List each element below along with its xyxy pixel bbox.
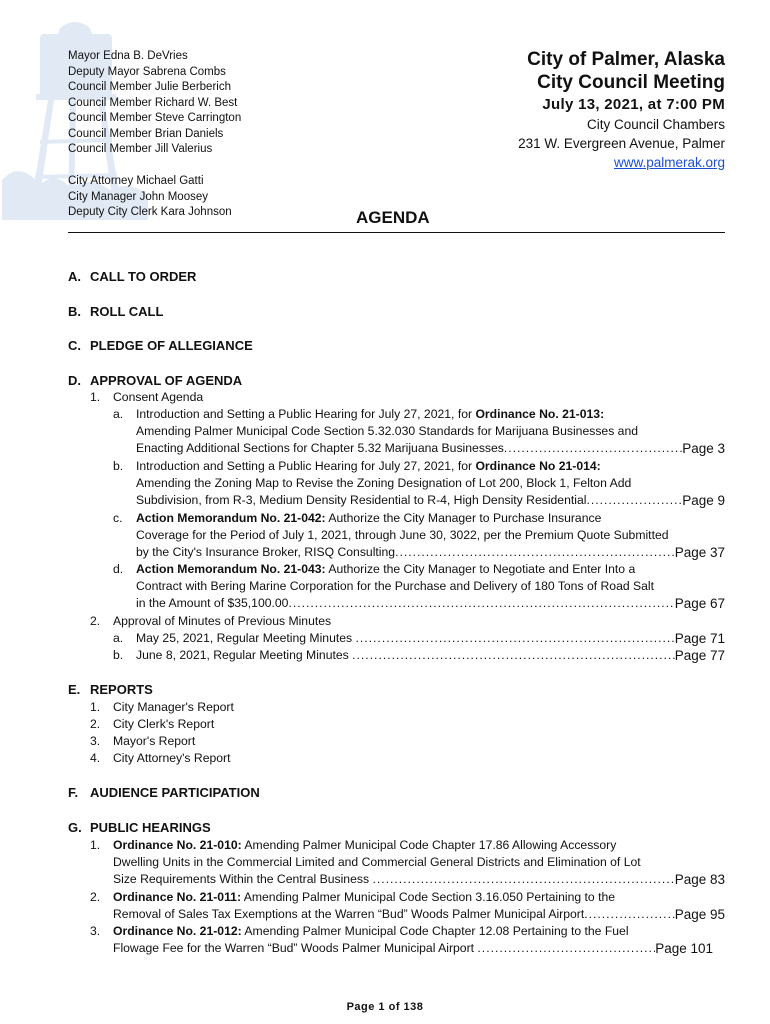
city-staff [68,174,232,221]
item-label: City Manager's Report [113,700,234,714]
section-title: AUDIENCE PARTICIPATION [90,785,260,800]
item-line [136,458,725,475]
staff-member: City Attorney Michael Gatti [68,175,204,187]
council-member: Council Member Julie Berberich [68,81,231,93]
ordinance-number: Ordinance No. 21-010: [113,838,242,852]
council-member: Council Member Steve Carrington [68,112,242,124]
memorandum-number: Action Memorandum No. 21-043: [136,562,326,576]
section-title: PLEDGE OF ALLEGIANCE [90,338,253,353]
item-body [113,923,713,957]
item-number: 2. [90,717,101,731]
section-reports [68,682,153,697]
ordinance-number: Ordinance No. 21-012: [113,924,242,938]
item-intro: Introduction and Setting a Public Hearing for July 27, 2021, for [136,407,476,421]
council-member: Council Member Jill Valerius [68,143,213,155]
item-label: City Attorney's Report [113,751,231,765]
council-member: Mayor Edna B. DeVries [68,50,188,62]
item-line-with-page [136,595,725,612]
item-line [113,889,725,906]
page-reference: Page 77 [674,648,725,663]
section-letter: C. [68,338,81,353]
meeting-header [518,48,725,172]
item-line [136,406,725,423]
item-number: 1. [90,700,101,714]
section-letter: G. [68,820,82,835]
page-reference: Page 95 [674,907,725,922]
item-line-with-page [136,440,725,457]
staff-member: City Manager John Moosey [68,190,208,203]
item-text: June 8, 2021, Regular Meeting Minutes [136,648,349,662]
section-title: CALL TO ORDER [90,269,197,284]
dot-leader [288,595,674,612]
page-reference: Page 71 [674,631,725,646]
page-reference: Page 3 [682,441,725,456]
item-text: Flowage Fee for the Warren “Bud” Woods Palmer Municipal Airport [113,941,475,955]
item-line: Coverage for the Period of July 1, 2021, through June 30, 3022, per the Premium Quote Submitted [136,528,669,542]
item-body [136,510,725,561]
section-public-hearings [68,820,211,835]
page-reference: Page 101 [655,941,713,956]
item-intro: Authorize the City Manager to Negotiate and Enter Into a [325,562,636,576]
item-body [113,889,725,923]
item-line-with-page [136,630,725,647]
item-body [136,647,725,664]
council-member: Council Member Richard W. Best [68,96,238,109]
item-intro: Amending Palmer Municipal Code Section 3.16.050 Pertaining to the [241,890,616,904]
header-divider [68,232,725,233]
dot-leader [395,544,675,561]
item-line-with-page [113,940,713,957]
item-text: in the Amount of $35,100.00 [136,596,289,610]
item-text: May 25, 2021, Regular Meeting Minutes [136,631,353,645]
item-body [136,458,725,509]
section-approval-of-agenda [68,373,242,388]
memorandum-number: Action Memorandum No. 21-042: [136,511,326,525]
item-body [136,406,725,457]
section-title: ROLL CALL [90,304,164,319]
item-intro: Amending Palmer Municipal Code Chapter 12.08 Pertaining to the Fuel [241,924,629,938]
staff-member: Deputy City Clerk Kara Johnson [68,206,232,218]
ordinance-number: Ordinance No. 21-013: [475,407,605,421]
item-line-with-page [113,906,725,923]
section-call-to-order [68,269,196,284]
item-letter: c. [113,511,123,525]
item-body [136,561,725,612]
page-reference: Page 37 [674,545,725,560]
section-audience-participation [68,785,260,800]
page-reference: Page 67 [674,596,725,611]
item-label: City Clerk's Report [113,717,215,731]
dot-leader [586,492,682,509]
item-line [113,923,713,940]
section-pledge [68,338,253,353]
item-body [113,837,725,888]
item-letter: a. [113,631,124,645]
item-line-with-page [136,647,725,664]
item-number: 4. [90,751,101,765]
item-number: 2. [90,614,101,628]
council-member: Council Member Brian Daniels [68,127,224,140]
item-line-with-page [113,871,725,888]
item-letter: d. [113,562,124,576]
item-intro: Authorize the City Manager to Purchase Insurance [325,511,602,525]
item-text: Size Requirements Within the Central Business [113,872,370,886]
council-members [68,49,241,158]
dot-leader [504,440,682,457]
item-number: 1. [90,390,101,404]
item-line: Amending Palmer Municipal Code Section 5.32.030 Standards for Marijuana Businesses and [136,424,639,438]
item-line: Contract with Bering Marine Corporation for the Purchase and Delivery of 180 Tons of Road Salt [136,579,655,593]
item-line: Dwelling Units in the Commercial Limited and Commercial General Districts and Elimination of Lot [113,855,641,869]
dot-leader [477,940,655,957]
item-letter: a. [113,407,124,421]
section-letter: F. [68,785,79,800]
city-name: City of Palmer, Alaska [527,49,725,70]
section-letter: B. [68,304,81,319]
agenda-title: AGENDA [356,208,430,227]
item-label: Consent Agenda [113,390,204,404]
item-text: by the City's Insurance Broker, RISQ Consulting [136,545,396,559]
item-line-with-page [136,544,725,561]
item-number: 3. [90,924,101,938]
section-letter: E. [68,682,81,697]
dot-leader [372,871,674,888]
item-text: Removal of Sales Tax Exemptions at the Warren “Bud” Woods Palmer Municipal Airport [113,907,585,921]
meeting-name: City Council Meeting [537,72,725,93]
item-text: Enacting Additional Sections for Chapter 5.32 Marijuana Businesses [136,441,504,455]
item-line [136,510,725,527]
section-letter: D. [68,373,81,388]
item-letter: b. [113,648,124,662]
page-footer: Page 1 of 138 [346,1001,424,1013]
page-reference: Page 83 [674,872,725,887]
section-title: REPORTS [90,682,153,697]
dot-leader [584,906,674,923]
item-line [136,561,725,578]
council-member: Deputy Mayor Sabrena Combs [68,65,226,78]
section-roll-call [68,304,163,319]
ordinance-number: Ordinance No. 21-011: [113,890,242,904]
section-title: PUBLIC HEARINGS [90,820,211,835]
meeting-address: 231 W. Evergreen Avenue, Palmer [518,136,725,151]
item-letter: b. [113,459,124,473]
dot-leader [356,630,675,647]
item-line: Amending the Zoning Map to Revise the Zoning Designation of Lot 200, Block 1, Felton Add [136,476,632,490]
meeting-venue: City Council Chambers [586,117,725,132]
item-line [113,837,725,854]
item-line-with-page [136,492,725,509]
item-number: 1. [90,838,101,852]
meeting-date: July 13, 2021, at 7:00 PM [542,96,725,113]
section-title: APPROVAL OF AGENDA [90,373,243,388]
item-label: Mayor's Report [113,734,196,748]
page-reference: Page 9 [682,493,725,508]
item-text: Subdivision, from R-3, Medium Density Residential to R-4, High Density Residential [136,493,587,507]
item-intro: Introduction and Setting a Public Hearing for July 27, 2021, for [136,459,476,473]
item-number: 3. [90,734,101,748]
item-number: 2. [90,890,101,904]
item-intro: Amending Palmer Municipal Code Chapter 17.86 Allowing Accessory [241,838,617,852]
ordinance-number: Ordinance No 21-014: [475,459,601,473]
item-body [136,630,725,647]
section-letter: A. [68,269,81,284]
item-label: Approval of Minutes of Previous Minutes [113,614,332,628]
website-link[interactable]: www.palmerak.org [613,155,725,170]
dot-leader [352,647,675,664]
